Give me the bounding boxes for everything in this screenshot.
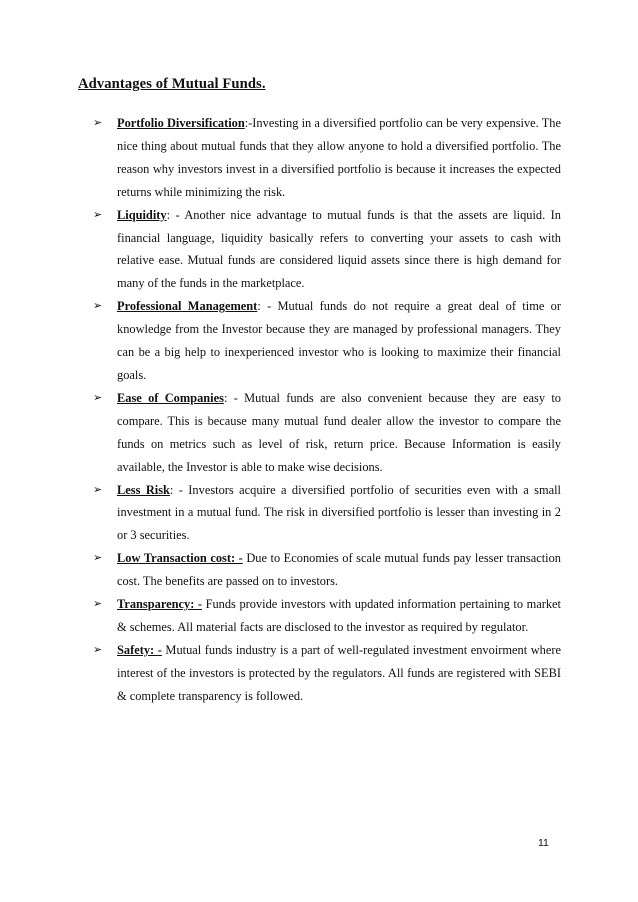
item-term: Transparency: - xyxy=(117,597,203,612)
item-term: Ease of Companies xyxy=(117,390,224,405)
item-text: : - Another nice advantage to mutual funds is that the assets are liquid. In financial language, liquidity basically refers to converting your assets to cash with relative ease. Mutual funds are considered liquid assets since there is high demand for many of the funds in the marketplace. xyxy=(117,207,561,291)
item-term: Portfolio Diversification xyxy=(117,116,245,130)
arrow-bullet-icon: ➢ xyxy=(93,299,103,313)
page-number: 11 xyxy=(538,837,549,849)
item-text: Due to Economies of scale mutual funds pay lesser transaction cost. The benefits are passed on to investors. xyxy=(117,551,561,589)
item-text: Funds provide investors with updated information pertaining to market & schemes. All material facts are disclosed to the investor as required by regulator. xyxy=(117,597,561,634)
item-text: : - Investors acquire a diversified portfolio of securities even with a small investment in a mutual fund. The risk in diversified portfolio is lesser than investing in 2 or 3 securities. xyxy=(117,482,561,543)
item-term: Liquidity xyxy=(117,207,167,222)
advantages-list xyxy=(93,112,561,708)
item-term: Less Risk xyxy=(117,482,170,497)
list-item xyxy=(93,387,561,479)
item-term: Professional Management xyxy=(117,299,258,314)
item-text: Mutual funds industry is a part of well-regulated investment envoirment where interest of the investors is protected by the regulators. All funds are registered with SEBI & complete transparency is followed. xyxy=(117,642,561,703)
item-term: Low Transaction cost: - xyxy=(117,551,243,566)
arrow-bullet-icon: ➢ xyxy=(93,642,103,656)
list-item xyxy=(93,112,561,204)
list-item xyxy=(93,295,561,387)
arrow-bullet-icon: ➢ xyxy=(93,116,103,129)
list-item xyxy=(93,593,561,639)
arrow-bullet-icon: ➢ xyxy=(93,390,103,404)
item-text: : - Mutual funds are also convenient because they are easy to compare. This is because many mutual fund dealer allow the investor to compare the funds on metrics such as level of risk, return price. Because Information is easily available, the Investor is able to make wise decisions. xyxy=(117,390,561,474)
list-item xyxy=(93,547,561,593)
item-term: Safety: - xyxy=(117,642,162,657)
arrow-bullet-icon: ➢ xyxy=(93,597,103,611)
item-text: :-Investing in a diversified portfolio can be very expensive. The nice thing about mutual funds that they allow anyone to hold a diversified portfolio. The reason why investors invest in a diversified portfolio is because it increases the expected returns while minimizing the risk. xyxy=(117,116,561,199)
list-item xyxy=(93,204,561,296)
item-text: : - Mutual funds do not require a great deal of time or knowledge from the Investor because they are managed by professional managers. They can be a big help to inexperienced investor who is looking to maximize their financial goals. xyxy=(117,299,561,382)
arrow-bullet-icon: ➢ xyxy=(93,551,103,565)
list-item xyxy=(93,639,561,708)
arrow-bullet-icon: ➢ xyxy=(93,482,103,496)
arrow-bullet-icon: ➢ xyxy=(93,207,103,221)
page-heading: Advantages of Mutual Funds. xyxy=(78,76,266,92)
list-item xyxy=(93,479,561,548)
